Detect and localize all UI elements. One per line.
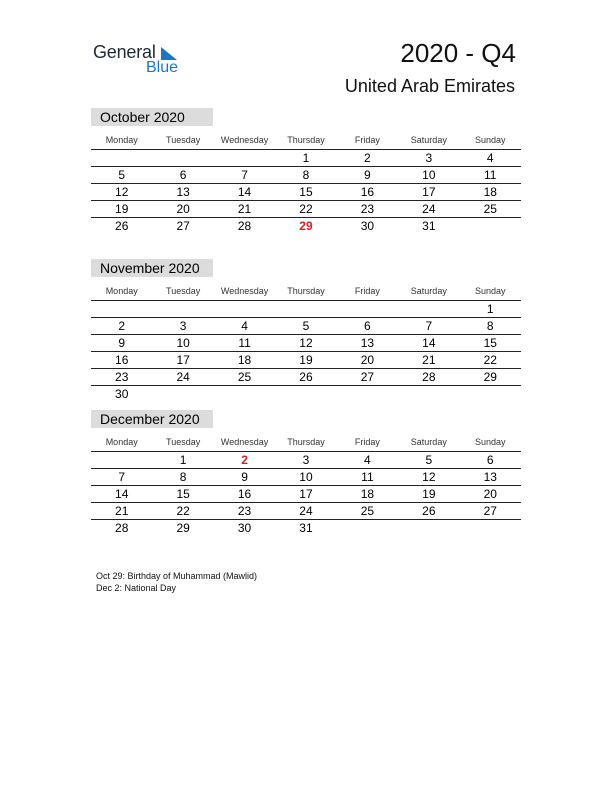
day-cell: 10 — [176, 336, 190, 350]
day-cell: 20 — [176, 202, 190, 216]
day-cell: 24 — [176, 370, 190, 384]
week-row — [91, 150, 521, 167]
day-cell: 20 — [360, 353, 375, 367]
day-cell: 26 — [422, 504, 436, 518]
day-cell — [91, 452, 152, 468]
day-cell: 12 — [299, 336, 313, 350]
day-cell: 1 — [302, 151, 310, 165]
weekday-header: Tuesday — [166, 437, 201, 447]
week-row — [91, 520, 521, 536]
day-cell: 25 — [360, 504, 375, 518]
day-cell: 18 — [237, 353, 252, 367]
month-label: November 2020 — [91, 259, 213, 277]
day-cell: 5 — [302, 319, 310, 333]
day-cell: 28 — [115, 521, 129, 535]
day-cell — [152, 386, 213, 402]
day-cell: 28 — [422, 370, 436, 384]
day-cell — [275, 301, 336, 317]
day-cell: 26 — [115, 219, 129, 233]
day-cell: 16 — [115, 353, 129, 367]
week-row — [91, 452, 521, 469]
week-row — [91, 386, 521, 402]
month-october — [91, 108, 521, 234]
weekday-header: Tuesday — [166, 135, 201, 145]
day-cell — [275, 386, 336, 402]
week-row — [91, 352, 521, 369]
day-cell: 13 — [360, 336, 375, 350]
day-cell — [91, 301, 152, 317]
day-cell: 21 — [237, 202, 252, 216]
week-row — [91, 469, 521, 486]
day-cell: 6 — [364, 319, 371, 333]
weekday-header: Saturday — [410, 437, 447, 447]
day-cell: 8 — [302, 168, 310, 182]
month-november — [91, 259, 521, 402]
day-cell: 27 — [176, 219, 190, 233]
day-cell: 13 — [176, 185, 190, 199]
week-row — [91, 301, 521, 318]
day-cell: 27 — [360, 370, 375, 384]
day-cell: 27 — [483, 504, 497, 518]
day-cell: 10 — [422, 168, 436, 182]
weekday-header: Saturday — [410, 286, 447, 296]
day-cell: 13 — [483, 470, 497, 484]
weekday-header: Friday — [354, 135, 380, 145]
weekday-header: Tuesday — [166, 286, 201, 296]
day-cell: 14 — [422, 336, 436, 350]
weekday-header: Saturday — [410, 135, 447, 145]
day-cell: 15 — [483, 336, 497, 350]
day-cell — [460, 520, 521, 536]
day-cell: 18 — [360, 487, 375, 501]
logo-blue-text: Blue — [146, 59, 179, 76]
day-cell: 19 — [115, 202, 129, 216]
day-cell: 22 — [299, 202, 313, 216]
day-cell: 3 — [302, 453, 310, 467]
day-cell: 2 — [118, 319, 126, 333]
day-cell: 31 — [299, 521, 313, 535]
day-cell — [337, 301, 398, 317]
day-cell: 23 — [115, 370, 129, 384]
week-row — [91, 335, 521, 352]
weekday-header: Thursday — [287, 437, 325, 447]
weekday-header: Thursday — [287, 286, 325, 296]
day-cell — [214, 301, 275, 317]
day-cell: 31 — [422, 219, 436, 233]
day-cell: 17 — [176, 353, 190, 367]
day-cell: 15 — [176, 487, 190, 501]
weekday-header: Sunday — [474, 286, 506, 296]
day-cell: 3 — [425, 151, 433, 165]
day-cell: 16 — [360, 185, 375, 199]
day-cell: 5 — [118, 168, 126, 182]
day-cell: 24 — [422, 202, 436, 216]
weekday-header: Monday — [105, 437, 138, 447]
day-cell — [398, 386, 459, 402]
day-cell: 28 — [237, 219, 252, 233]
holiday-note: Dec 2: National Day — [96, 583, 177, 593]
holiday-day-cell: 2 — [241, 453, 248, 467]
holiday-note: Oct 29: Birthday of Muhammad (Mawlid) — [96, 571, 258, 581]
day-cell: 30 — [237, 521, 252, 535]
day-cell — [337, 386, 398, 402]
weekday-header: Wednesday — [220, 135, 269, 145]
day-cell: 22 — [483, 353, 497, 367]
day-cell: 23 — [237, 504, 252, 518]
week-row — [91, 201, 521, 218]
week-row — [91, 318, 521, 335]
day-cell: 5 — [425, 453, 433, 467]
day-cell: 12 — [422, 470, 436, 484]
day-cell: 9 — [241, 470, 248, 484]
day-cell: 19 — [422, 487, 436, 501]
day-cell: 16 — [237, 487, 252, 501]
weekday-header: Monday — [105, 135, 138, 145]
day-cell: 7 — [241, 168, 248, 182]
day-cell: 25 — [483, 202, 497, 216]
holiday-notes — [96, 570, 257, 594]
country-subtitle: United Arab Emirates — [344, 76, 515, 96]
month-label: October 2020 — [91, 108, 213, 126]
day-cell: 11 — [484, 168, 497, 182]
weekday-header: Friday — [354, 286, 380, 296]
weekday-header-row — [91, 133, 521, 150]
weekday-header: Wednesday — [220, 286, 269, 296]
day-cell: 14 — [115, 487, 129, 501]
day-cell: 14 — [237, 185, 252, 199]
month-label: December 2020 — [91, 410, 213, 428]
day-cell — [398, 520, 459, 536]
day-cell: 6 — [179, 168, 187, 182]
weekday-header: Monday — [105, 286, 138, 296]
week-row — [91, 218, 521, 234]
week-row — [91, 167, 521, 184]
day-cell: 7 — [425, 319, 433, 333]
day-cell: 2 — [364, 151, 371, 165]
day-cell: 18 — [483, 185, 497, 199]
day-cell: 8 — [179, 470, 187, 484]
day-cell: 15 — [299, 185, 313, 199]
day-cell — [460, 386, 521, 402]
day-cell: 1 — [486, 302, 494, 316]
day-cell: 30 — [360, 219, 375, 233]
day-cell: 7 — [118, 470, 126, 484]
holiday-day-cell: 29 — [299, 219, 313, 233]
day-cell: 25 — [237, 370, 252, 384]
weekday-header: Friday — [354, 437, 380, 447]
day-cell — [398, 301, 459, 317]
day-cell: 9 — [364, 168, 371, 182]
day-cell: 17 — [299, 487, 313, 501]
day-cell: 29 — [483, 370, 497, 384]
day-cell: 22 — [176, 504, 190, 518]
day-cell: 17 — [422, 185, 436, 199]
day-cell: 6 — [486, 453, 494, 467]
week-row — [91, 369, 521, 386]
day-cell: 1 — [179, 453, 187, 467]
weekday-header: Wednesday — [220, 437, 269, 447]
day-cell: 23 — [360, 202, 375, 216]
day-cell: 12 — [115, 185, 129, 199]
day-cell: 21 — [115, 504, 129, 518]
day-cell — [460, 218, 521, 234]
week-row — [91, 503, 521, 520]
weekday-header: Sunday — [474, 135, 506, 145]
month-december — [91, 410, 521, 536]
weekday-header: Thursday — [287, 135, 325, 145]
day-cell: 8 — [486, 319, 494, 333]
day-cell: 10 — [299, 470, 313, 484]
weekday-header: Sunday — [474, 437, 506, 447]
day-cell: 4 — [486, 151, 494, 165]
day-cell: 21 — [422, 353, 436, 367]
page-title: 2020 - Q4 — [400, 38, 516, 68]
day-cell: 30 — [115, 387, 129, 401]
day-cell: 9 — [118, 336, 126, 350]
day-cell: 11 — [238, 336, 251, 350]
day-cell — [337, 520, 398, 536]
week-row — [91, 184, 521, 201]
day-cell: 20 — [483, 487, 497, 501]
day-cell — [152, 301, 213, 317]
day-cell: 4 — [241, 319, 248, 333]
day-cell — [214, 386, 275, 402]
logo-general-text: General — [93, 42, 156, 62]
weekday-header-row — [91, 435, 521, 452]
day-cell: 3 — [179, 319, 187, 333]
day-cell: 19 — [299, 353, 313, 367]
week-row — [91, 486, 521, 503]
day-cell: 24 — [299, 504, 313, 518]
weekday-header-row — [91, 284, 521, 301]
day-cell: 11 — [361, 470, 374, 484]
day-cell — [152, 150, 213, 166]
generalblue-logo — [93, 42, 193, 82]
day-cell — [91, 150, 152, 166]
day-cell: 4 — [364, 453, 371, 467]
day-cell: 26 — [299, 370, 313, 384]
day-cell: 29 — [176, 521, 190, 535]
day-cell — [214, 150, 275, 166]
